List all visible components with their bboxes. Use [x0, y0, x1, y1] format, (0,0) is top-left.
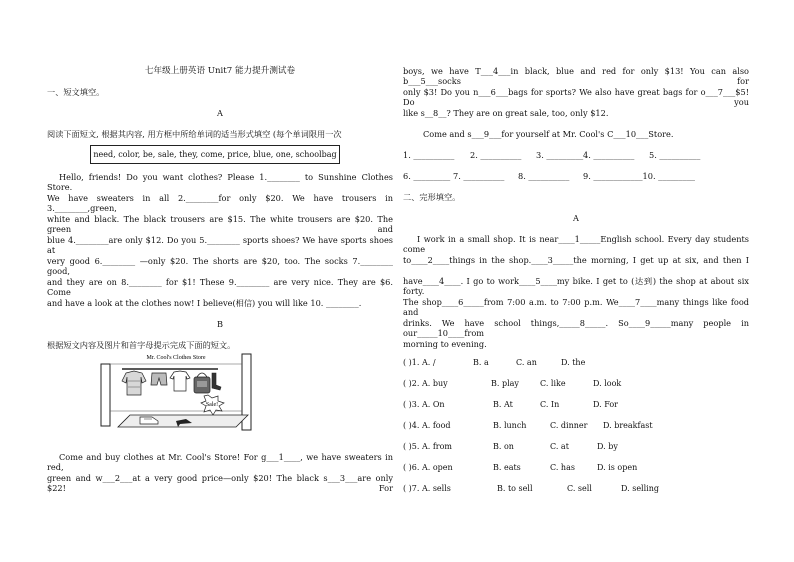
option: B. eats [493, 463, 521, 472]
option: B. to sell [497, 484, 533, 493]
sale-label: Sale! [205, 402, 219, 408]
passage-a-line: blue 4.________are only $12. Do you 5.________ sports shoes? We have sports shoes at [47, 235, 393, 255]
word-box: need, color, be, sale, they, come, price, blue, one, schoolbag [90, 145, 340, 164]
option: D. breakfast [603, 421, 653, 430]
passage-a-line: very good 6.________ —only $20. The shorts are $20, too. The socks 7.________ good, [47, 256, 393, 276]
exam-title: 七年级上册英语 Unit7 能力提升测试卷 [144, 66, 296, 76]
left-wall [101, 364, 110, 426]
option: C. an [516, 358, 537, 367]
passage-b-line: like s__8__? They are on great sale, too, only $12. [403, 108, 609, 118]
question-number: ( )4. A. food [403, 421, 451, 430]
passage-b-line: green and w___2___at a very good price—only $20! The black s___3___are only $22! For [47, 473, 393, 493]
socks-icon [212, 373, 221, 390]
cloze-line: morning to evening. [403, 339, 487, 349]
passage-b-line: Come and buy clothes at Mr. Cool's Store! For g___1____, we have sweaters in red, [47, 452, 393, 472]
option: B. At [493, 400, 513, 409]
answer-blank: 8. __________ [518, 171, 570, 181]
option: D. is open [597, 463, 638, 472]
part-a-label: A [217, 108, 223, 118]
option: D. selling [621, 484, 660, 493]
passage-b-line: only $3! Do you n___6___bags for sports? We also have great bags for o___7___$5! Do you [403, 87, 749, 107]
answer-blank: 4. __________ [583, 150, 635, 160]
option: B. on [493, 442, 514, 451]
option: B. a [473, 358, 489, 367]
sweater-icon [122, 371, 146, 395]
cloze-line: I work in a small shop. It is near____1_____English school. Every day students come [403, 234, 749, 254]
option: B. play [491, 379, 519, 388]
passage-a-line: We have sweaters in all 2.________for only $20. We have trousers in 3.________,green, [47, 193, 393, 213]
sale-burst [201, 395, 224, 415]
passage-b-line: boys, we have T___4___in black, blue and red for only $13! You can also b___5___socks for [403, 66, 749, 86]
option: C. like [540, 379, 566, 388]
passage-a-line: white and black. The black trousers are $15. The white trousers are $20. The green and [47, 214, 393, 234]
answer-blank: 3. _________ [536, 150, 584, 160]
cloze-line: to____2____things in the shop.____3_____the morning, I get up at six, and then I [403, 255, 749, 265]
answer-blank: 9. ____________10. _________ [583, 171, 696, 181]
bag-icon [194, 373, 210, 393]
answer-blank: 1. __________ [403, 150, 455, 160]
store-illustration [100, 351, 252, 434]
answer-blank: 7. __________ [453, 171, 505, 181]
cloze-line: have____4____. I go to work____5____my bike. I get to (达到) the shop at about six forty. [403, 276, 749, 296]
option: C. has [550, 463, 575, 472]
answer-blank: 6. _________ [403, 171, 451, 181]
question-number: ( )5. A. from [403, 442, 453, 451]
section-heading-2: 二、完形填空。 [403, 192, 461, 202]
passage-a-line: Hello, friends! Do you want clothes? Please 1.________ to Sunshine Clothes Store. [47, 172, 393, 192]
option: C. dinner [550, 421, 588, 430]
answer-blank: 2. __________ [470, 150, 522, 160]
option: D. the [561, 358, 586, 367]
cloze-line: drinks. We have school things,_____8_____. So____9_____many people in our_____10____from [403, 318, 749, 338]
part-a-label: A [573, 213, 579, 223]
question-number: ( )6. A. open [403, 463, 453, 472]
section-heading-1: 一、短文填空。 [47, 87, 105, 97]
option: D. For [593, 400, 618, 409]
shorts-icon [151, 373, 167, 385]
instruction-a: 阅读下面短文, 根据其内容, 用方框中所给单词的适当形式填空 (每个单词限用一次 [47, 129, 342, 139]
question-number: ( )3. A. On [403, 400, 445, 409]
store-sign: Mr. Cool's Clothes Store [146, 355, 206, 361]
option: B. lunch [493, 421, 527, 430]
option: C. In [540, 400, 560, 409]
question-number: ( )2. A. buy [403, 379, 448, 388]
question-number: ( )1. A. / [403, 358, 436, 367]
option: C. at [550, 442, 569, 451]
part-b-label: B [216, 319, 224, 329]
passage-a-line: and have a look at the clothes now! I believe(相信) you will like 10. ________. [47, 298, 362, 308]
cloze-line: The shop____6_____from 7:00 a.m. to 7:00 p.m. We____7____many things like food and [403, 297, 749, 317]
answer-blank: 5. __________ [649, 150, 701, 160]
option: D. look [593, 379, 622, 388]
option: D. by [597, 442, 618, 451]
passage-a-line: and they are on 8.________ for $1! These 9.________ are very nice. They are $6. Come [47, 277, 393, 297]
tshirt-icon [170, 371, 190, 391]
passage-b-line: Come and s___9___for yourself at Mr. Cool's C___10___Store. [423, 129, 674, 139]
question-number: ( )7. A. sells [403, 484, 451, 493]
option: C. sell [567, 484, 592, 493]
instruction-b: 根据短文内容及图片和首字母提示完成下面的短文。 [47, 340, 236, 350]
